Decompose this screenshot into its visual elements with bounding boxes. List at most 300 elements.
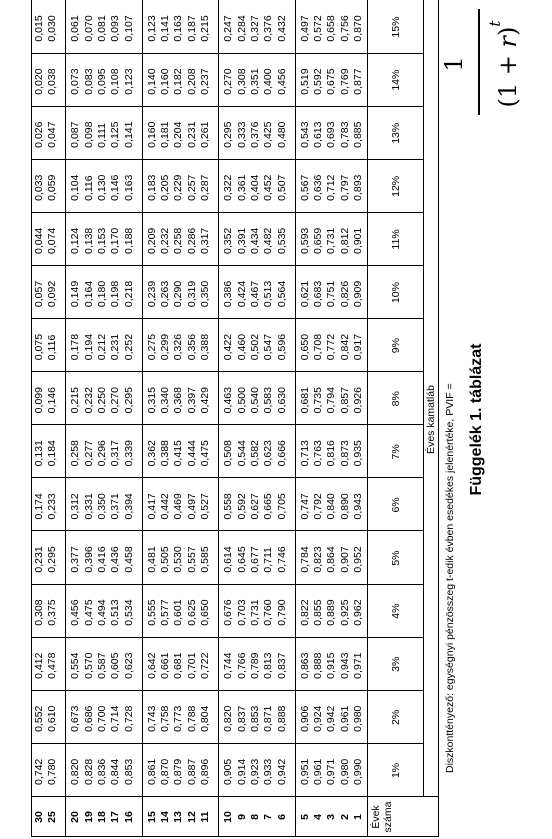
table-cell: 0,073: [69, 68, 82, 95]
table-cell: 0,700: [95, 705, 108, 732]
table-cell: 0,828: [82, 758, 95, 785]
table-cell: 0,760: [262, 599, 275, 626]
table-cell: 0,836: [95, 758, 108, 785]
table-cell: 0,140: [145, 68, 158, 95]
table-cell: 0,864: [325, 546, 338, 573]
table-cell: 0,681: [172, 652, 185, 679]
table-cell: 0,015: [32, 15, 45, 42]
table-cell: 0,397: [185, 387, 198, 414]
year-label: 18: [95, 811, 108, 823]
table-cell: 0,519: [298, 68, 311, 95]
table-cell: 0,962: [352, 599, 364, 626]
table-cell: 0,758: [159, 705, 172, 732]
rate-header: 7%: [390, 444, 402, 460]
table-cell: 0,261: [199, 121, 211, 148]
table-cell: 0,914: [235, 758, 248, 785]
table-cell: 0,530: [172, 546, 185, 573]
table-cell: 0,502: [248, 333, 261, 361]
table-cell: 0,943: [352, 493, 364, 520]
table-cell: 0,231: [32, 546, 45, 573]
column-divider: [31, 53, 423, 54]
year-label: 3: [325, 814, 338, 820]
table-cell: 0,888: [312, 652, 325, 679]
table-cell: 0,350: [95, 493, 108, 520]
table-cell: 0,376: [248, 121, 261, 148]
table-cell: 0,990: [352, 758, 364, 785]
column-divider: [31, 371, 423, 372]
table-cell: 0,906: [298, 705, 311, 732]
table-cell: 0,961: [312, 758, 325, 785]
table-cell: 0,339: [122, 440, 135, 467]
table-cell: 0,952: [352, 546, 364, 573]
table-cell: 0,270: [222, 68, 235, 95]
rate-header: 6%: [390, 497, 402, 513]
table-cell: 0,507: [275, 174, 288, 201]
table-cell: 0,731: [325, 227, 338, 254]
table-cell: 0,059: [46, 174, 58, 201]
table-cell: 0,482: [262, 227, 275, 254]
year-label: 19: [82, 811, 95, 823]
table-cell: 0,935: [352, 440, 364, 467]
table-cell: 0,138: [82, 227, 95, 254]
table-cell: 0,130: [95, 174, 108, 201]
table-cell: 0,766: [235, 652, 248, 679]
table-cell: 0,792: [312, 493, 325, 520]
table-cell: 0,909: [352, 280, 364, 308]
table-cell: 0,889: [325, 599, 338, 626]
table-cell: 0,613: [312, 121, 325, 148]
table-cell: 0,789: [248, 652, 261, 679]
table-cell: 0,239: [145, 280, 158, 308]
table-cell: 0,160: [145, 121, 158, 148]
table-top-border: [438, 1, 439, 838]
table-cell: 0,552: [32, 705, 45, 732]
table-cell: 0,033: [32, 174, 45, 201]
rate-header: 15%: [390, 16, 402, 38]
table-cell: 0,587: [95, 652, 108, 679]
table-cell: 0,149: [69, 280, 82, 308]
table-cell: 0,712: [325, 174, 338, 201]
table-cell: 0,751: [325, 280, 338, 308]
table-cell: 0,853: [248, 705, 261, 732]
table-cell: 0,790: [275, 599, 288, 626]
table-cell: 0,951: [298, 758, 311, 785]
table-cell: 0,205: [159, 174, 172, 201]
table-cell: 0,686: [82, 705, 95, 732]
table-bottom-border: [31, 1, 32, 838]
table-cell: 0,554: [69, 652, 82, 679]
rate-header: 11%: [390, 229, 402, 250]
year-label: 25: [46, 811, 58, 823]
table-cell: 0,188: [122, 227, 135, 254]
table-cell: 0,452: [262, 174, 275, 201]
table-cell: 0,340: [159, 387, 172, 414]
table-cell: 0,896: [199, 758, 211, 785]
page-title: Függelék 1. táblázat: [468, 343, 485, 496]
year-label: 20: [69, 811, 82, 823]
table-cell: 0,263: [159, 280, 172, 308]
table-cell: 0,570: [82, 652, 95, 679]
table-cell: 0,871: [262, 705, 275, 732]
table-cell: 0,232: [159, 227, 172, 254]
year-label: 16: [122, 811, 135, 823]
table-cell: 0,081: [95, 15, 108, 42]
table-cell: 0,475: [82, 599, 95, 626]
table-cell: 0,319: [185, 280, 198, 308]
table-cell: 0,823: [312, 546, 325, 573]
formula-numerator: 1: [440, 56, 468, 72]
table-cell: 0,675: [325, 68, 338, 95]
year-label: 11: [199, 811, 211, 823]
table-cell: 0,636: [312, 174, 325, 201]
rate-header: 3%: [390, 656, 402, 672]
table-cell: 0,350: [199, 280, 211, 308]
rate-header: 14%: [390, 69, 402, 91]
table-cell: 0,233: [46, 493, 58, 520]
table-cell: 0,677: [248, 546, 261, 573]
table-subtitle: Diszkonttényező: egységnyi pénzösszeg t-edik évben esedékes jelenértéke, PVIF =: [444, 383, 456, 773]
table-cell: 0,312: [69, 493, 82, 520]
table-cell: 0,295: [122, 387, 135, 414]
table-cell: 0,923: [248, 758, 261, 785]
table-cell: 0,467: [248, 280, 261, 308]
table-cell: 0,746: [275, 546, 288, 573]
table-cell: 0,308: [32, 599, 45, 626]
formula-denominator-close: ): [494, 26, 522, 36]
table-cell: 0,605: [109, 652, 122, 679]
table-cell: 0,099: [32, 387, 45, 414]
table-cell: 0,742: [32, 758, 45, 785]
table-cell: 0,844: [109, 758, 122, 785]
table-cell: 0,527: [199, 493, 211, 520]
table-cell: 0,083: [82, 68, 95, 95]
table-cell: 0,681: [298, 387, 311, 414]
table-cell: 0,596: [275, 333, 288, 361]
table-cell: 0,961: [338, 705, 351, 732]
table-cell: 0,861: [145, 758, 158, 785]
table-cell: 0,885: [352, 121, 364, 148]
table-cell: 0,585: [199, 546, 211, 573]
table-cell: 0,174: [32, 493, 45, 520]
table-cell: 0,497: [298, 15, 311, 42]
table-cell: 0,458: [122, 546, 135, 573]
table-cell: 0,104: [69, 174, 82, 201]
table-cell: 0,659: [312, 227, 325, 254]
table-cell: 0,123: [145, 15, 158, 42]
table-cell: 0,386: [222, 280, 235, 308]
table-cell: 0,842: [338, 333, 351, 361]
table-cell: 0,816: [325, 440, 338, 467]
table-cell: 0,352: [222, 227, 235, 254]
table-cell: 0,555: [145, 599, 158, 626]
table-cell: 0,232: [82, 387, 95, 414]
table-cell: 0,630: [275, 387, 288, 414]
table-cell: 0,424: [235, 280, 248, 308]
table-cell: 0,327: [248, 15, 261, 42]
table-cell: 0,125: [109, 121, 122, 148]
table-cell: 0,837: [275, 652, 288, 679]
table-cell: 0,404: [248, 174, 261, 201]
table-cell: 0,797: [338, 174, 351, 201]
year-label: 15: [145, 811, 158, 823]
table-cell: 0,469: [172, 493, 185, 520]
table-cell: 0,722: [199, 652, 211, 679]
table-cell: 0,124: [69, 227, 82, 254]
table-cell: 0,980: [352, 705, 364, 732]
table-cell: 0,163: [122, 174, 135, 201]
table-cell: 0,879: [172, 758, 185, 785]
table-cell: 0,299: [159, 333, 172, 361]
table-cell: 0,614: [222, 546, 235, 573]
table-cell: 0,592: [235, 493, 248, 520]
table-cell: 0,284: [235, 15, 248, 42]
table-cell: 0,277: [82, 440, 95, 467]
table-cell: 0,870: [352, 15, 364, 42]
table-cell: 0,744: [222, 652, 235, 679]
table-cell: 0,111: [95, 123, 108, 148]
table-cell: 0,547: [262, 333, 275, 361]
table-cell: 0,463: [222, 387, 235, 414]
table-cell: 0,315: [145, 387, 158, 414]
table-cell: 0,361: [235, 174, 248, 201]
table-cell: 0,508: [222, 440, 235, 467]
table-cell: 0,924: [312, 705, 325, 732]
table-cell: 0,146: [109, 174, 122, 201]
table-cell: 0,812: [338, 227, 351, 254]
table-cell: 0,621: [298, 280, 311, 308]
table-cell: 0,417: [145, 493, 158, 520]
table-cell: 0,917: [352, 333, 364, 361]
table-cell: 0,396: [82, 546, 95, 573]
table-cell: 0,182: [172, 68, 185, 95]
table-cell: 0,877: [352, 68, 364, 95]
table-cell: 0,804: [199, 705, 211, 732]
table-cell: 0,296: [95, 440, 108, 467]
table-cell: 0,500: [235, 387, 248, 414]
table-cell: 0,295: [46, 546, 58, 573]
table-cell: 0,743: [145, 705, 158, 732]
table-cell: 0,194: [82, 333, 95, 361]
column-divider: [31, 531, 423, 532]
table-cell: 0,481: [145, 546, 158, 573]
table-cell: 0,942: [325, 705, 338, 732]
table-cell: 0,362: [145, 440, 158, 467]
table-cell: 0,074: [46, 227, 58, 254]
table-cell: 0,178: [69, 333, 82, 361]
column-divider: [31, 584, 423, 585]
table-cell: 0,131: [32, 440, 45, 467]
table-cell: 0,822: [298, 599, 311, 626]
table-cell: 0,412: [32, 652, 45, 679]
year-label: 9: [235, 814, 248, 820]
table-cell: 0,258: [69, 440, 82, 467]
rate-header: 1%: [390, 762, 402, 779]
table-cell: 0,627: [248, 493, 261, 520]
rate-header: 4%: [390, 603, 402, 619]
table-cell: 0,416: [95, 546, 108, 573]
year-label: 5: [298, 814, 311, 820]
formula-exponent: t: [486, 20, 504, 27]
group-separator: [142, 1, 143, 838]
table-cell: 0,422: [222, 333, 235, 361]
table-cell: 0,933: [262, 758, 275, 785]
corner-label-line2: száma: [382, 801, 394, 833]
table-cell: 0,683: [312, 280, 325, 308]
table-cell: 0,270: [109, 387, 122, 414]
table-cell: 0,257: [185, 174, 198, 201]
table-cell: 0,557: [185, 546, 198, 573]
table-cell: 0,870: [159, 758, 172, 785]
table-cell: 0,044: [32, 227, 45, 254]
table-cell: 0,645: [235, 546, 248, 573]
table-cell: 0,290: [172, 280, 185, 308]
table-cell: 0,456: [69, 599, 82, 626]
table-cell: 0,460: [235, 333, 248, 361]
table-cell: 0,391: [235, 227, 248, 254]
table-cell: 0,855: [312, 599, 325, 626]
rate-header: 12%: [390, 175, 402, 197]
table-cell: 0,905: [222, 758, 235, 785]
year-label: 14: [159, 811, 172, 823]
table-cell: 0,735: [312, 387, 325, 414]
table-cell: 0,543: [298, 121, 311, 148]
table-cell: 0,703: [235, 599, 248, 626]
table-cell: 0,141: [159, 15, 172, 42]
table-cell: 0,215: [199, 15, 211, 42]
table-cell: 0,658: [325, 15, 338, 42]
table-cell: 0,456: [275, 68, 288, 95]
table-cell: 0,204: [172, 121, 185, 148]
table-cell: 0,231: [185, 121, 198, 148]
year-label: 6: [275, 814, 288, 820]
table-cell: 0,666: [275, 440, 288, 467]
column-divider: [31, 106, 423, 107]
year-label: 7: [262, 814, 275, 820]
table-cell: 0,275: [145, 333, 158, 361]
table-cell: 0,544: [235, 440, 248, 467]
table-cell: 0,888: [275, 705, 288, 732]
table-cell: 0,425: [262, 121, 275, 148]
table-cell: 0,926: [352, 387, 364, 414]
table-cell: 0,229: [172, 174, 185, 201]
table-cell: 0,673: [69, 705, 82, 732]
column-divider: [31, 318, 423, 319]
table-cell: 0,705: [275, 493, 288, 520]
table-cell: 0,286: [185, 227, 198, 254]
table-cell: 0,108: [109, 68, 122, 95]
table-cell: 0,769: [338, 68, 351, 95]
table-cell: 0,215: [69, 387, 82, 414]
table-cell: 0,146: [46, 387, 58, 414]
table-cell: 0,925: [338, 599, 351, 626]
table-cell: 0,308: [235, 68, 248, 95]
column-divider: [31, 477, 423, 478]
table-cell: 0,783: [338, 121, 351, 148]
column-divider: [31, 0, 438, 1]
table-cell: 0,583: [262, 387, 275, 414]
table-cell: 0,650: [298, 333, 311, 361]
table-cell: 0,092: [46, 280, 58, 308]
table-cell: 0,326: [172, 333, 185, 361]
table-cell: 0,601: [172, 599, 185, 626]
year-label: 4: [312, 814, 325, 820]
table-cell: 0,513: [109, 599, 122, 626]
formula-denominator: [486, 5, 522, 123]
rate-header: 13%: [390, 122, 402, 144]
year-label: 8: [248, 814, 261, 820]
group-separator: [65, 1, 66, 838]
table-cell: 0,093: [109, 15, 122, 42]
table-cell: 0,971: [325, 758, 338, 785]
table-cell: 0,237: [199, 68, 211, 95]
table-cell: 0,095: [95, 68, 108, 95]
table-cell: 0,087: [69, 121, 82, 148]
table-cell: 0,480: [275, 121, 288, 148]
table-cell: 0,820: [69, 758, 82, 785]
table-cell: 0,513: [262, 280, 275, 308]
table-cell: 0,415: [172, 440, 185, 467]
table-cell: 0,540: [248, 387, 261, 414]
header-bottom-border: [367, 1, 368, 838]
table-cell: 0,444: [185, 440, 198, 467]
table-cell: 0,711: [262, 547, 275, 573]
column-divider: [31, 212, 423, 213]
table-cell: 0,209: [145, 227, 158, 254]
table-cell: 0,625: [185, 599, 198, 626]
table-cell: 0,731: [248, 599, 261, 626]
table-cell: 0,794: [325, 387, 338, 414]
table-cell: 0,322: [222, 174, 235, 201]
column-divider: [31, 265, 423, 266]
table-cell: 0,070: [82, 15, 95, 42]
year-label: 2: [338, 814, 351, 820]
table-cell: 0,163: [172, 15, 185, 42]
table-cell: 0,572: [312, 15, 325, 42]
table-cell: 0,038: [46, 68, 58, 95]
table-cell: 0,400: [262, 68, 275, 95]
table-cell: 0,582: [248, 440, 261, 467]
table-cell: 0,475: [199, 440, 211, 467]
table-cell: 0,107: [122, 15, 135, 42]
table-cell: 0,116: [46, 334, 58, 361]
table-cell: 0,164: [82, 280, 95, 308]
table-cell: 0,577: [159, 599, 172, 626]
table-cell: 0,728: [122, 705, 135, 732]
corner-label: [370, 797, 394, 837]
table-cell: 0,763: [312, 440, 325, 467]
table-cell: 0,181: [159, 121, 172, 148]
table-cell: 0,853: [122, 758, 135, 785]
table-cell: 0,863: [298, 652, 311, 679]
table-cell: 0,388: [199, 333, 211, 361]
group-separator: [295, 1, 296, 838]
table-cell: 0,494: [95, 599, 108, 626]
column-divider: [31, 637, 423, 638]
table-cell: 0,826: [338, 280, 351, 308]
column-divider: [31, 424, 423, 425]
table-cell: 0,394: [122, 493, 135, 520]
rate-header: 9%: [390, 338, 402, 354]
table-cell: 0,295: [222, 121, 235, 148]
table-cell: 0,558: [222, 493, 235, 520]
table-cell: 0,701: [185, 652, 198, 679]
table-cell: 0,250: [95, 387, 108, 414]
table-cell: 0,388: [159, 440, 172, 467]
table-cell: 0,429: [199, 387, 211, 414]
table-cell: 0,890: [338, 493, 351, 520]
table-cell: 0,564: [275, 280, 288, 308]
table-cell: 0,943: [338, 652, 351, 679]
